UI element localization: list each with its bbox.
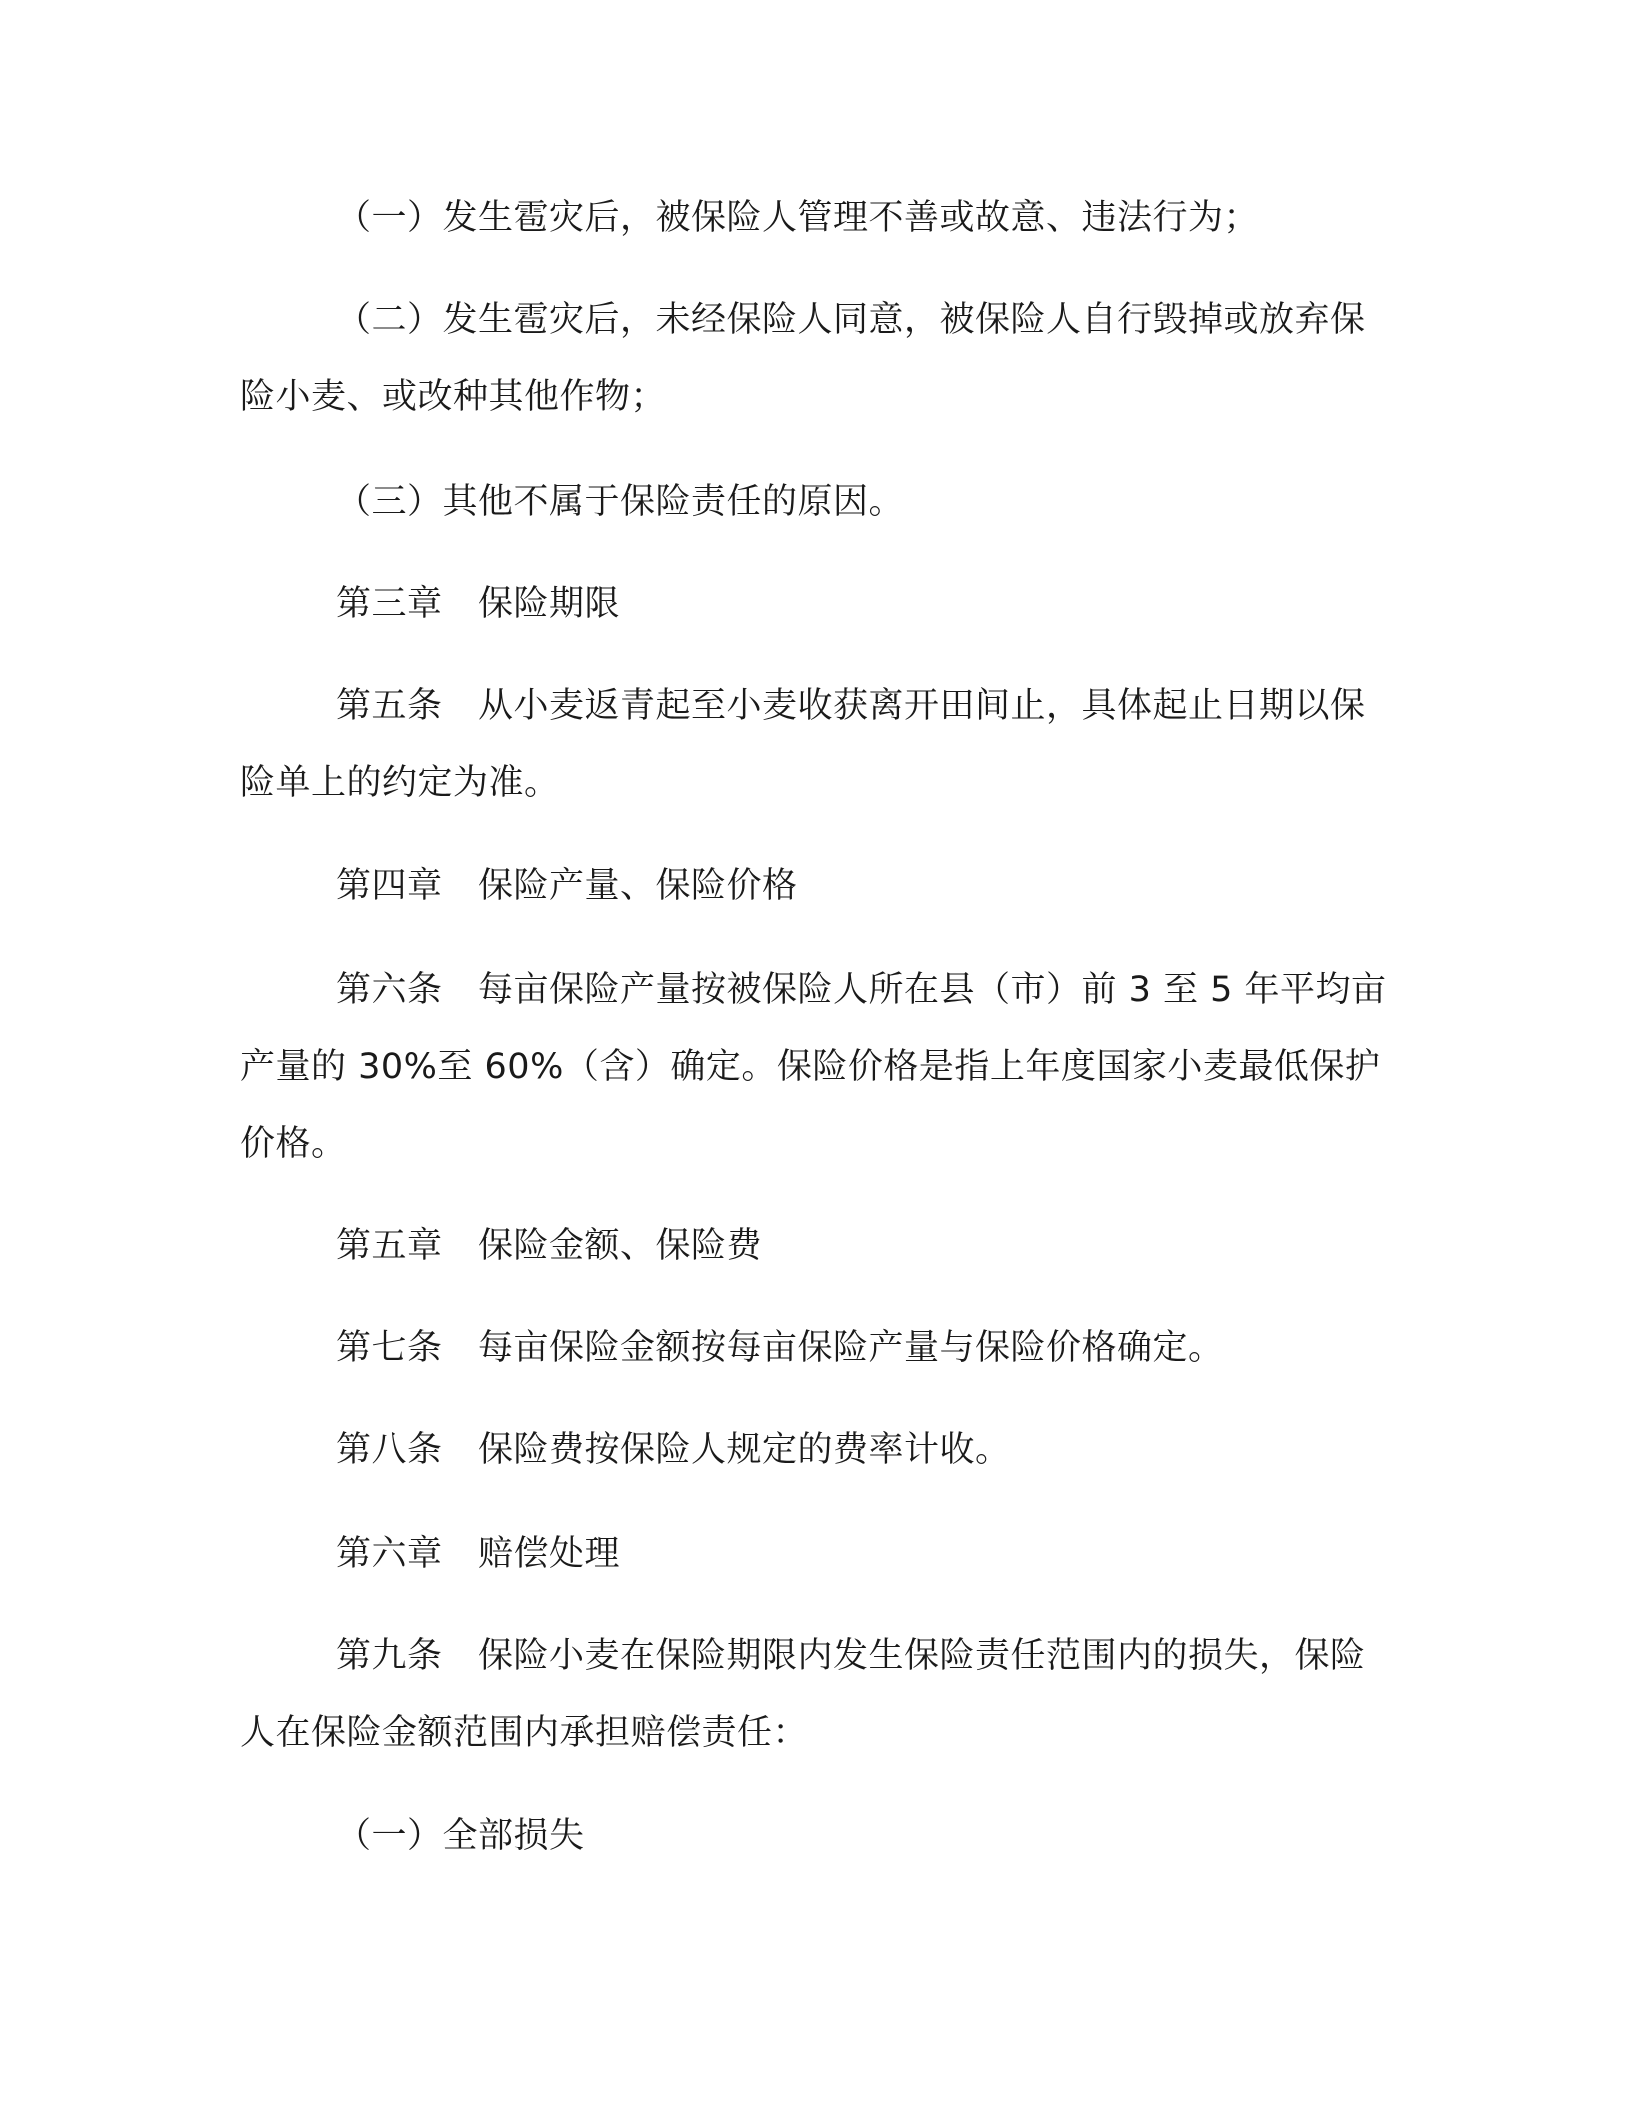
article-7: 第七条 每亩保险金额按每亩保险产量与保险价格确定。	[336, 1328, 1224, 1368]
article-8: 第八条 保险费按保险人规定的费率计收。	[336, 1430, 1011, 1470]
chapter-heading-4: 第四章 保险产量、保险价格	[336, 866, 798, 906]
chapter-heading-3: 第三章 保险期限	[336, 584, 621, 624]
paragraph-exclusion-3: （三）其他不属于保险责任的原因。	[336, 482, 905, 522]
paragraph-total-loss: （一）全部损失	[336, 1816, 585, 1856]
chapter-heading-6: 第六章 赔偿处理	[336, 1534, 621, 1574]
paragraph-exclusion-1: （一）发生雹灾后，被保险人管理不善或故意、违法行为；	[336, 198, 1260, 238]
article-9: 第九条 保险小麦在保险期限内发生保险责任范围内的损失，保险人在保险金额范围内承担赔偿责任：	[240, 1636, 1366, 1753]
article-6: 第六条 每亩保险产量按被保险人所在县（市）前 3 至 5 年平均亩产量的 30%至 60%（含）确定。保险价格是指上年度国家小麦最低保护价格。	[240, 970, 1387, 1164]
article-5: 第五条 从小麦返青起至小麦收获离开田间止，具体起止日期以保险单上的约定为准。	[240, 686, 1366, 803]
chapter-heading-5: 第五章 保险金额、保险费	[336, 1226, 763, 1266]
paragraph-exclusion-2: （二）发生雹灾后，未经保险人同意，被保险人自行毁掉或放弃保险小麦、或改种其他作物；	[240, 300, 1366, 417]
